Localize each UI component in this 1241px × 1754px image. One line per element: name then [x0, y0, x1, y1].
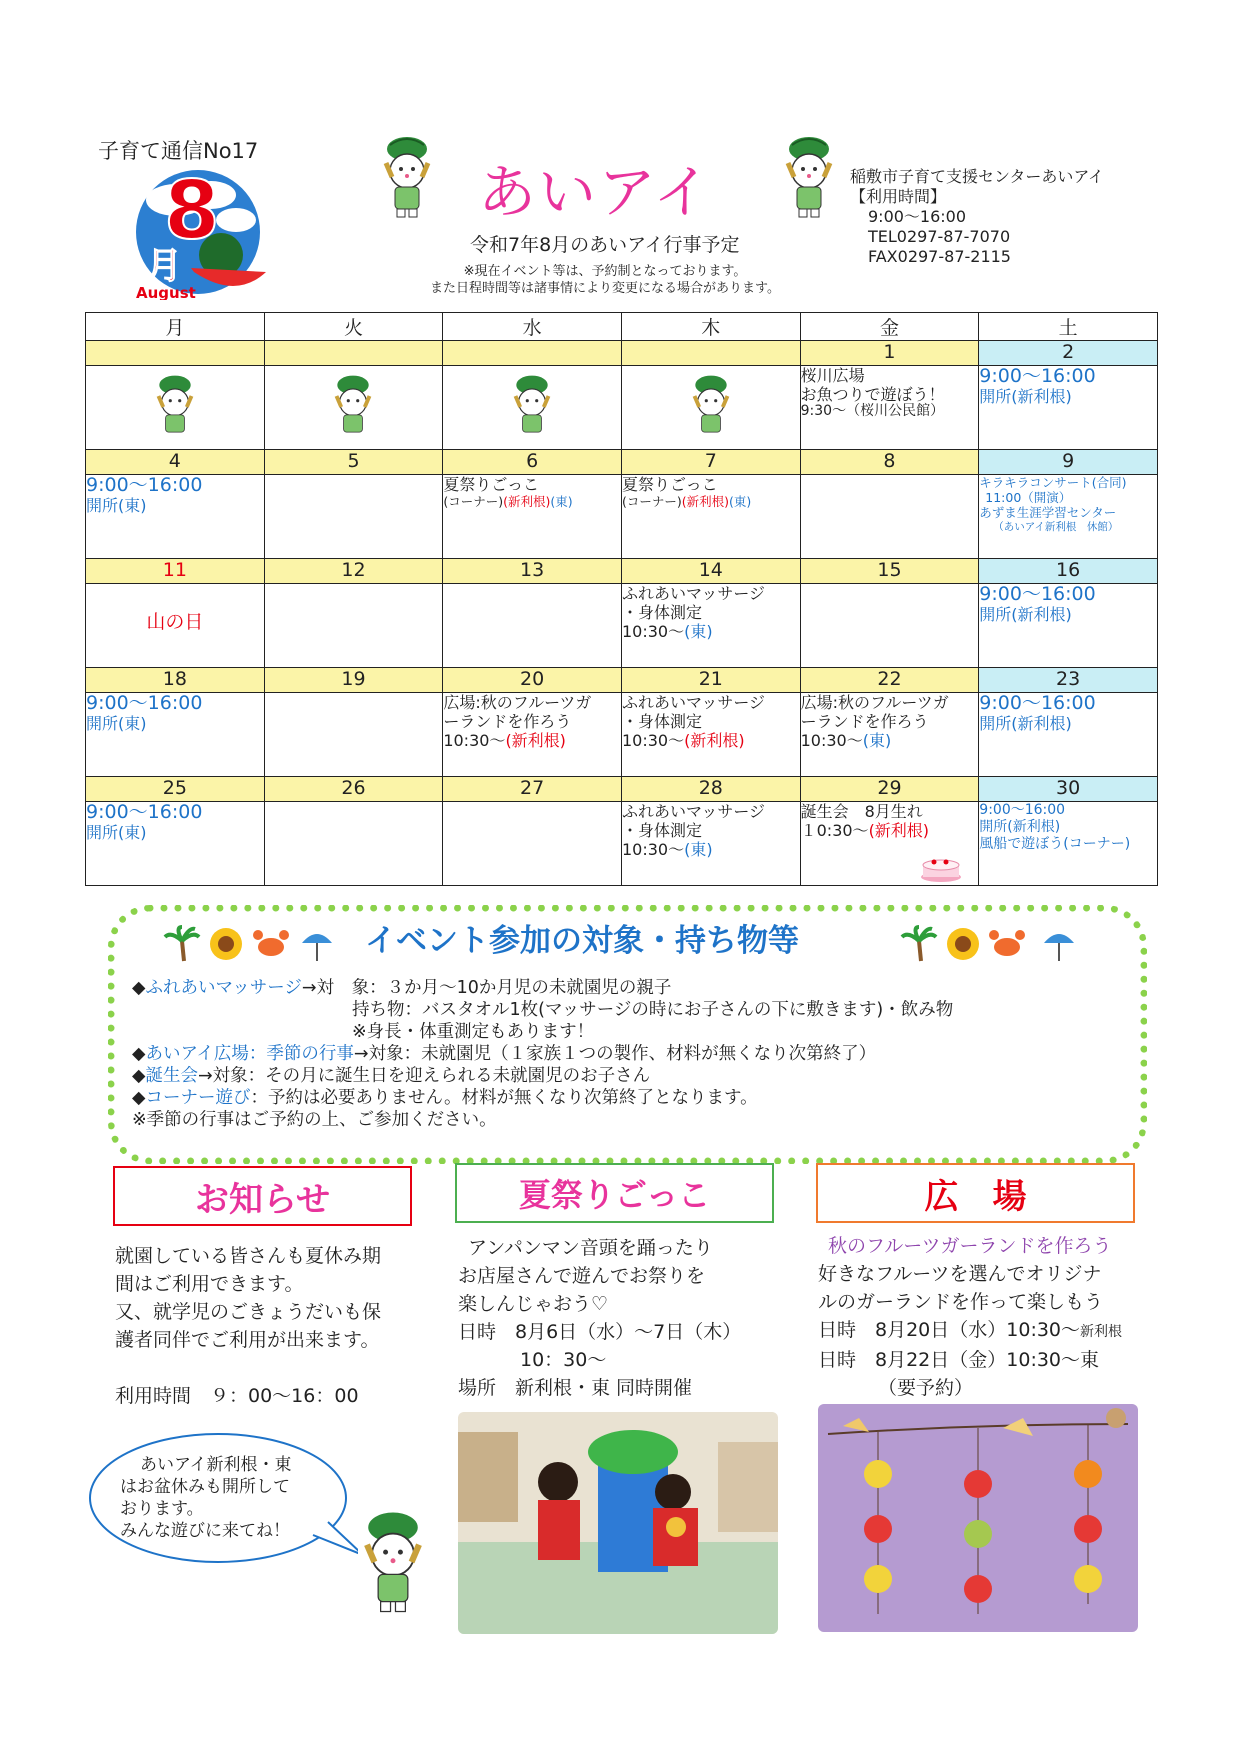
day-number: 23	[979, 668, 1158, 693]
notice-hours: 利用時間 ９：00～16：00	[115, 1385, 359, 1407]
mascot-icon	[378, 135, 436, 219]
summer-text: アンパンマン音頭を踊ったり お店屋さんで遊んでお祭りを 楽しんじゃおう♡ 日時 8月6日（水）～7日（木） 10：30～ 場所 新利根・東 同時開催	[458, 1237, 742, 1399]
open-hours: 9:00～16:00	[86, 692, 203, 714]
day-number	[86, 341, 265, 366]
sunflower-icon	[944, 925, 982, 963]
weekday: 火	[264, 313, 443, 341]
week-4-events	[86, 693, 1158, 777]
schedule-note: ※現在イベント等は、予約制となっております。 また日程時間等は諸事情により変更になる場合があります。	[430, 264, 780, 296]
day-number: 20	[443, 668, 622, 693]
summer-title: 夏祭りごっこ	[455, 1163, 774, 1223]
center-name: 稲敷市子育て支援センターあいアイ	[850, 167, 1104, 186]
open-hours: 9:00～16:00	[979, 583, 1096, 605]
day-cell	[264, 693, 443, 777]
day-cell: ふれあいマッサージ ・身体測定 10:30～(新利根)	[621, 693, 800, 777]
day-cell	[443, 802, 622, 886]
mascot-icon	[780, 135, 838, 219]
open-hours: 9:00～16:00	[979, 692, 1096, 714]
newsletter-number: 子育て通信No17	[98, 139, 259, 163]
day-cell: 誕生会 8月生れ １0:30～(新利根)	[800, 802, 979, 886]
festival-photo	[458, 1412, 778, 1634]
day-number: 12	[264, 559, 443, 584]
mascot-figure	[386, 137, 428, 217]
day-cell	[86, 584, 265, 668]
week-2-dates	[86, 450, 1158, 475]
week-1-events	[86, 366, 1158, 450]
notice-title: お知らせ	[113, 1166, 412, 1226]
open-hours: 9:00～16:00	[86, 474, 203, 496]
bubble-text: あいアイ新利根・東 はお盆休みも開所して おります。 みんな遊びに来てね！	[120, 1455, 292, 1541]
day-cell: ふれあいマッサージ ・身体測定 10:30～(東)	[621, 802, 800, 886]
week-1-dates	[86, 341, 1158, 366]
day-number: 22	[800, 668, 979, 693]
mascot-icon	[688, 374, 734, 440]
day-cell: ふれあいマッサージ ・身体測定 10:30～(東)	[621, 584, 800, 668]
day-cell	[979, 366, 1158, 450]
day-cell: キラキラコンサート(合同) 11:00（開演） あずま生涯学習センター （あいアイ新利根 休館）	[979, 475, 1158, 559]
month-kanji: 月	[146, 246, 183, 287]
open-location: 開所(新利根)	[979, 605, 1072, 624]
mascot-icon	[509, 374, 555, 440]
day-number: 8	[800, 450, 979, 475]
day-cell: 夏祭りごっこ (コーナー)(新利根)(東)	[621, 475, 800, 559]
cake-icon	[918, 853, 964, 883]
day-number: 15	[800, 559, 979, 584]
day-cell	[621, 366, 800, 450]
palm-tree-icon	[163, 925, 201, 963]
month-number: 8	[164, 164, 220, 257]
day-number: 29	[800, 777, 979, 802]
day-number: 14	[621, 559, 800, 584]
event-text: 夏祭りごっこ	[621, 475, 718, 494]
open-location: 開所(東)	[86, 496, 147, 515]
weekday: 土	[979, 313, 1158, 341]
holiday-label: 山の日	[146, 611, 204, 633]
day-number	[264, 341, 443, 366]
day-cell	[979, 693, 1158, 777]
mascot-icon	[152, 374, 198, 440]
open-location: 開所(新利根)	[979, 387, 1072, 406]
schedule-subtitle: 令和7年8月のあいアイ行事予定	[470, 234, 740, 256]
week-3-events	[86, 584, 1158, 668]
day-cell	[800, 584, 979, 668]
hours-label: 【利用時間】	[850, 187, 947, 206]
hours: 9:00～16:00	[868, 207, 967, 226]
mascot-figure	[788, 137, 830, 217]
day-cell	[800, 475, 979, 559]
day-cell	[86, 366, 265, 450]
day-number: 26	[264, 777, 443, 802]
hiroba-text: 秋のフルーツガーランドを作ろう 好きなフルーツを選んでオリジナ ルのガーランドを作って楽しもう 日時 8月20日（水）10:30～新利根 日時 8月22日（金）10:30～東 （要予約）	[818, 1235, 1123, 1399]
event-text: お魚つりで遊ぼう！	[800, 385, 945, 404]
day-cell	[264, 366, 443, 450]
week-2-events	[86, 475, 1158, 559]
week-3-dates	[86, 559, 1158, 584]
day-cell: 9:00～16:00 開所(新利根) 風船で遊ぼう(コーナー)	[979, 802, 1158, 886]
day-cell: 夏祭りごっこ (コーナー)(新利根)(東)	[443, 475, 622, 559]
day-number: 21	[621, 668, 800, 693]
crab-icon	[252, 925, 290, 963]
palm-tree-icon	[900, 925, 938, 963]
center-info	[850, 167, 1104, 267]
day-number: 1	[800, 341, 979, 366]
weekday: 月	[86, 313, 265, 341]
weekday: 金	[800, 313, 979, 341]
day-cell: 広場:秋のフルーツガ ーランドを作ろう 10:30～(東)	[800, 693, 979, 777]
day-number: 13	[443, 559, 622, 584]
day-number	[621, 341, 800, 366]
day-number: 28	[621, 777, 800, 802]
event-text: 桜川広場	[800, 366, 865, 385]
month-badge	[116, 160, 276, 300]
tel: TEL0297-87-7070	[868, 227, 1011, 246]
fax: FAX0297-87-2115	[868, 247, 1011, 266]
mascot-icon	[330, 374, 376, 440]
day-number	[443, 341, 622, 366]
calendar	[85, 312, 1158, 886]
open-hours: 9:00～16:00	[86, 801, 203, 823]
day-number: 25	[86, 777, 265, 802]
day-cell	[800, 366, 979, 450]
weekday-header	[86, 313, 1158, 341]
day-number: 7	[621, 450, 800, 475]
garland-photo	[818, 1404, 1138, 1632]
notice-text: 就園している皆さんも夏休み期 間はご利用できます。 又、就学児のごきょうだいも保 護者同伴でご利用が出来ます。 利用時間 ９：00～16：00	[115, 1242, 381, 1410]
day-number: 6	[443, 450, 622, 475]
parasol-icon	[298, 925, 336, 963]
day-cell	[264, 584, 443, 668]
day-number: 11	[86, 559, 265, 584]
day-cell	[86, 475, 265, 559]
open-location: 開所(東)	[86, 714, 147, 733]
newsletter-title: あいアイ	[478, 158, 713, 226]
week-4-dates	[86, 668, 1158, 693]
day-number: 27	[443, 777, 622, 802]
day-number: 18	[86, 668, 265, 693]
events-title: イベント参加の対象・持ち物等	[365, 923, 799, 959]
day-cell	[86, 693, 265, 777]
crab-icon	[988, 925, 1026, 963]
day-cell	[979, 584, 1158, 668]
parasol-icon	[1040, 925, 1078, 963]
day-number: 16	[979, 559, 1158, 584]
open-location: 開所(東)	[86, 823, 147, 842]
day-cell	[264, 802, 443, 886]
sunflower-icon	[207, 925, 245, 963]
mascot-icon	[357, 1510, 429, 1614]
day-number: 30	[979, 777, 1158, 802]
day-number: 9	[979, 450, 1158, 475]
hiroba-title: 広 場	[816, 1163, 1135, 1223]
weekday: 木	[621, 313, 800, 341]
open-hours: 9:00～16:00	[979, 365, 1096, 387]
weekday: 水	[443, 313, 622, 341]
day-number: 4	[86, 450, 265, 475]
event-text: 夏祭りごっこ	[443, 475, 539, 494]
day-cell	[86, 802, 265, 886]
month-english: August	[136, 284, 196, 300]
open-location: 開所(新利根)	[979, 714, 1072, 733]
day-number: 19	[264, 668, 443, 693]
week-5-dates	[86, 777, 1158, 802]
day-cell	[264, 475, 443, 559]
day-cell	[443, 584, 622, 668]
day-cell	[443, 366, 622, 450]
day-cell: 広場:秋のフルーツガ ーランドを作ろう 10:30～(新利根)	[443, 693, 622, 777]
events-details: ◆ふれあいマッサージ→対 象：３か月～10か月児の未就園児の親子 持ち物：バスタオル1枚(マッサージの時にお子さんの下に敷きます)・飲み物 ※身長・体重測定もあります！ ◆あいアイ広場：季節の行事→対象：未就園児（１家族１つの製作、材料が無くなり次第終了） ◆誕生会→対象：その月に誕生日を迎えられる未就園児のお子さん ◆コーナー遊び：予約は必要ありません。材料が無くなり次第終了となります。 ※季節の行事はご予約の上、ご参加ください。	[132, 978, 954, 1130]
event-time: 9:30～（桜川公民館）	[800, 403, 945, 419]
day-number: 5	[264, 450, 443, 475]
day-number: 2	[979, 341, 1158, 366]
week-5-events	[86, 802, 1158, 886]
